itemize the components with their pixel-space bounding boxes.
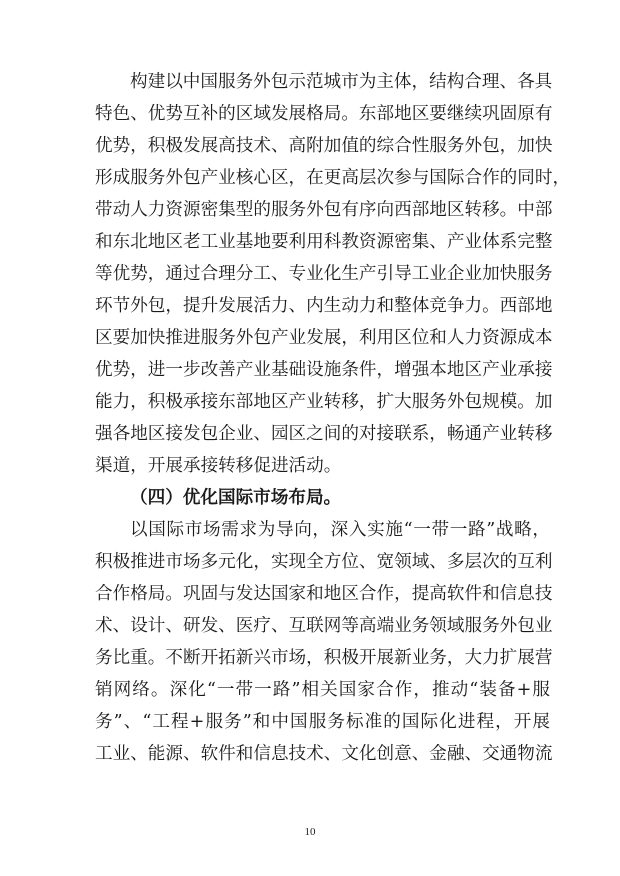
text-line: 工业、能源、软件和信息技术、文化创意、金融、交通物流 [95, 744, 553, 764]
text-line: 销网络。深化“一带一路”相关国家合作，推动“装备+服 [95, 680, 550, 700]
text-line: 和东北地区老工业基地要利用科教资源密集、产业体系完整 [95, 232, 553, 252]
page-body [95, 66, 571, 770]
text-line: 等优势，通过合理分工、专业化生产引导工业企业加快服务 [95, 264, 553, 284]
section-heading [95, 482, 550, 514]
text-line: 环节外包，提升发展活力、内生动力和整体竞争力。西部地 [95, 296, 553, 316]
text-line: 特色、优势互补的区域发展格局。东部地区要继续巩固原有 [95, 104, 553, 124]
text-line: 带动人力资源密集型的服务外包有序向西部地区转移。中部 [95, 200, 553, 220]
text-line: 强各地区接发包企业、园区之间的对接联系，畅通产业转移 [95, 424, 553, 444]
section-heading-text: （四）优化国际市场布局。 [130, 487, 342, 508]
text-line: 能力，积极承接东部地区产业转移，扩大服务外包规模。加 [95, 392, 553, 412]
text-line: 区要加快推进服务外包产业发展，利用区位和人力资源成本 [95, 328, 553, 348]
page-number: 10 [304, 826, 316, 838]
text-line: 务比重。不断开拓新兴市场，积极开展新业务，大力扩展营 [95, 648, 553, 668]
paragraph-regional-layout [95, 66, 571, 482]
text-line: 术、设计、研发、医疗、互联网等高端业务领域服务外包业 [95, 616, 553, 636]
text-line: 以国际市场需求为导向，深入实施“一带一路”战略， [130, 520, 550, 540]
text-line: 积极推进市场多元化，实现全方位、宽领域、多层次的互利 [95, 552, 553, 572]
text-line: 构建以中国服务外包示范城市为主体，结构合理、各具 [130, 72, 553, 92]
text-line: 优势，积极发展高技术、高附加值的综合性服务外包，加快 [95, 136, 553, 156]
text-line: 合作格局。巩固与发达国家和地区合作，提高软件和信息技 [95, 584, 553, 604]
text-line: 优势，进一步改善产业基础设施条件，增强本地区产业承接 [95, 360, 553, 380]
text-line: 渠道，开展承接转移促进活动。 [95, 456, 342, 476]
paragraph-international-market [95, 514, 553, 770]
text-line: 务”、“工程+服务”和中国服务标准的国际化进程，开展 [95, 712, 550, 732]
text-line: 形成服务外包产业核心区，在更高层次参与国际合作的同时， [95, 168, 571, 188]
